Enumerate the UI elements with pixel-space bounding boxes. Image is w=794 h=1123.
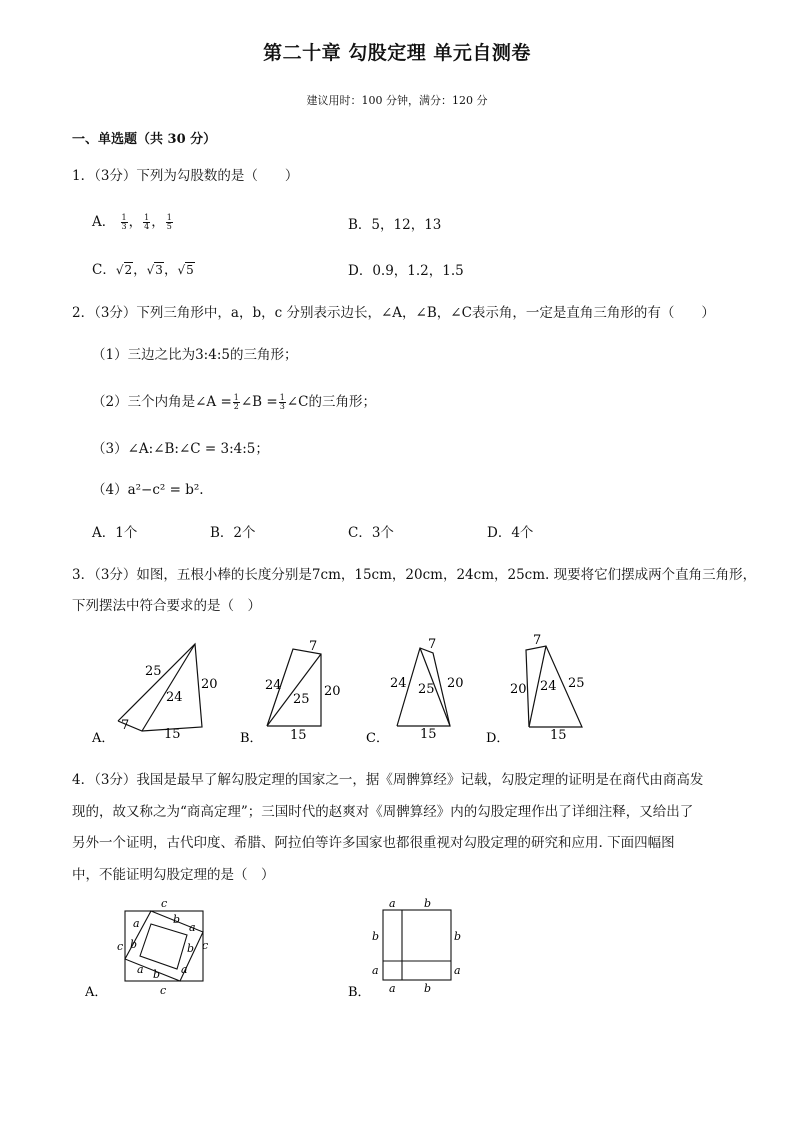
fraction: $\frac{1}{4}$	[144, 213, 150, 231]
q2-statement-2: （2）三个内角是∠A = $\frac{1}{2}$ ∠B = $\frac{1}{3}$ ∠C的三角形；	[92, 393, 376, 411]
svg-text:a: a	[181, 963, 188, 976]
section-heading-single-choice: 一、单选题（共 30 分）	[72, 132, 217, 147]
q3-fig-a-num-15: 15	[164, 727, 181, 742]
q3-fig-c-label: C．	[366, 731, 389, 746]
svg-text:b: b	[173, 913, 181, 926]
q3-fig-d-num-15: 15	[550, 728, 567, 743]
q3-fig-c-num-20: 20	[447, 676, 464, 691]
q3-fig-c-num-25: 25	[418, 682, 435, 697]
square-root: √3	[146, 263, 163, 277]
q2-statement-4: （4）a²−c² = b².	[92, 482, 204, 498]
q3-fig-d-num-24: 24	[540, 679, 557, 694]
svg-text:a: a	[372, 964, 379, 977]
q4-figures	[85, 896, 505, 1006]
page-title: 第二十章 勾股定理 单元自测卷	[263, 42, 531, 64]
svg-text:a: a	[137, 963, 144, 976]
question-4-line-3: 另外一个证明，古代印度、希腊、阿拉伯等许多国家也都很重视对勾股定理的研究和应用. 下面四幅图	[72, 835, 675, 851]
q2-option-d: D．4个	[487, 525, 534, 541]
fraction: $\frac{1}{5}$	[166, 213, 172, 231]
q3-fig-a-triangle-outer	[118, 644, 202, 731]
svg-text:b: b	[424, 982, 432, 995]
svg-text:b: b	[153, 968, 161, 981]
svg-text:c: c	[202, 939, 209, 952]
time-and-score-note: 建议用时：100 分钟，满分：120 分	[306, 94, 488, 107]
q3-fig-b-num-20: 20	[324, 684, 341, 699]
svg-text:c: c	[117, 940, 124, 953]
q2-option-a: A．1个	[92, 525, 138, 541]
svg-text:c: c	[160, 984, 167, 997]
question-1-stem: 1．（3分）下列为勾股数的是（ ）	[72, 168, 299, 184]
svg-text:c: c	[161, 897, 168, 910]
question-4-line-2: 现的，故又称之为“商高定理”；三国时代的赵爽对《周髀算经》内的勾股定理作出了详细注释，又给出了	[72, 804, 694, 820]
option-letter: A．	[92, 214, 116, 230]
q1-option-b: B．5，12，13	[348, 217, 442, 233]
q3-fig-a-num-20: 20	[201, 677, 218, 692]
q3-fig-c-num-7: 7	[428, 637, 437, 652]
q3-fig-b-num-15: 15	[290, 728, 307, 743]
q3-fig-b-num-24: 24	[265, 678, 282, 693]
svg-text:a: a	[133, 917, 140, 930]
q3-fig-b-num-25: 25	[293, 692, 310, 707]
q3-fig-a-num-24: 24	[166, 690, 183, 705]
question-3-stem-line-1: 3．（3分）如图，五根小棒的长度分别是7cm，15cm，20cm，24cm，25cm. 现要将它们摆成两个直角三角形，	[72, 567, 757, 583]
square-root: √2	[115, 263, 133, 277]
q3-fig-d-num-20: 20	[510, 682, 527, 697]
question-4-line-4: 中，不能证明勾股定理的是（ ）	[72, 867, 275, 883]
q3-fig-a-label: A．	[92, 731, 115, 746]
svg-text:b: b	[372, 930, 380, 943]
q1-option-d: D．0.9，1.2，1.5	[348, 263, 464, 279]
q2-statement-1: （1）三边之比为3:4:5的三角形；	[92, 347, 298, 363]
q3-fig-a-num-25: 25	[145, 664, 162, 679]
q1-option-a: A． $\frac{1}{3}$ ， $\frac{1}{4}$ ， $\frac{1}{5}$	[92, 213, 172, 231]
question-2-stem: 2．（3分）下列三角形中，a，b，c 分别表示边长，∠A，∠B，∠C表示角，一定是直角三角形的有（ ）	[72, 305, 715, 321]
q3-figures	[80, 632, 700, 750]
q1-option-c: C．√2，√3，√5	[92, 262, 194, 278]
q3-fig-a-num-7: 7	[121, 718, 130, 733]
q3-fig-a-segment-24	[142, 644, 195, 731]
q2-option-b: B．2个	[210, 525, 256, 541]
q3-fig-b-label: B．	[240, 731, 263, 746]
q4-fig-b-label: B．	[348, 985, 371, 1000]
svg-text:a: a	[189, 921, 196, 934]
fraction: $\frac{1}{2}$	[233, 393, 239, 411]
q3-fig-d-num-25: 25	[568, 676, 585, 691]
question-3-stem-line-2: 下列摆法中符合要求的是（ ）	[72, 598, 261, 614]
q4-fig-b-square	[383, 910, 451, 980]
fraction: $\frac{1}{3}$	[121, 213, 127, 231]
fraction: $\frac{1}{3}$	[279, 393, 285, 411]
square-root: √5	[177, 263, 194, 277]
svg-text:b: b	[424, 897, 432, 910]
svg-text:b: b	[187, 942, 195, 955]
svg-text:a: a	[389, 897, 396, 910]
svg-text:a: a	[389, 982, 396, 995]
q4-fig-a-label: A．	[85, 985, 108, 1000]
q2-statement-3: （3）∠A:∠B:∠C = 3:4:5；	[92, 441, 269, 457]
q3-fig-c-num-15: 15	[420, 727, 437, 742]
question-4-line-1: 4．（3分）我国是最早了解勾股定理的国家之一，据《周髀算经》记载，勾股定理的证明是在商代由商高发	[72, 772, 704, 788]
svg-text:b: b	[454, 930, 462, 943]
q2-option-c: C．3个	[348, 525, 394, 541]
q3-fig-c-num-24: 24	[390, 676, 407, 691]
q3-fig-d-num-7: 7	[533, 633, 542, 648]
svg-text:a: a	[454, 964, 461, 977]
q3-fig-d-label: D．	[486, 731, 510, 746]
q3-fig-b-num-7: 7	[309, 639, 318, 654]
q4-fig-a-center-square	[140, 924, 187, 969]
svg-text:b: b	[130, 938, 138, 951]
